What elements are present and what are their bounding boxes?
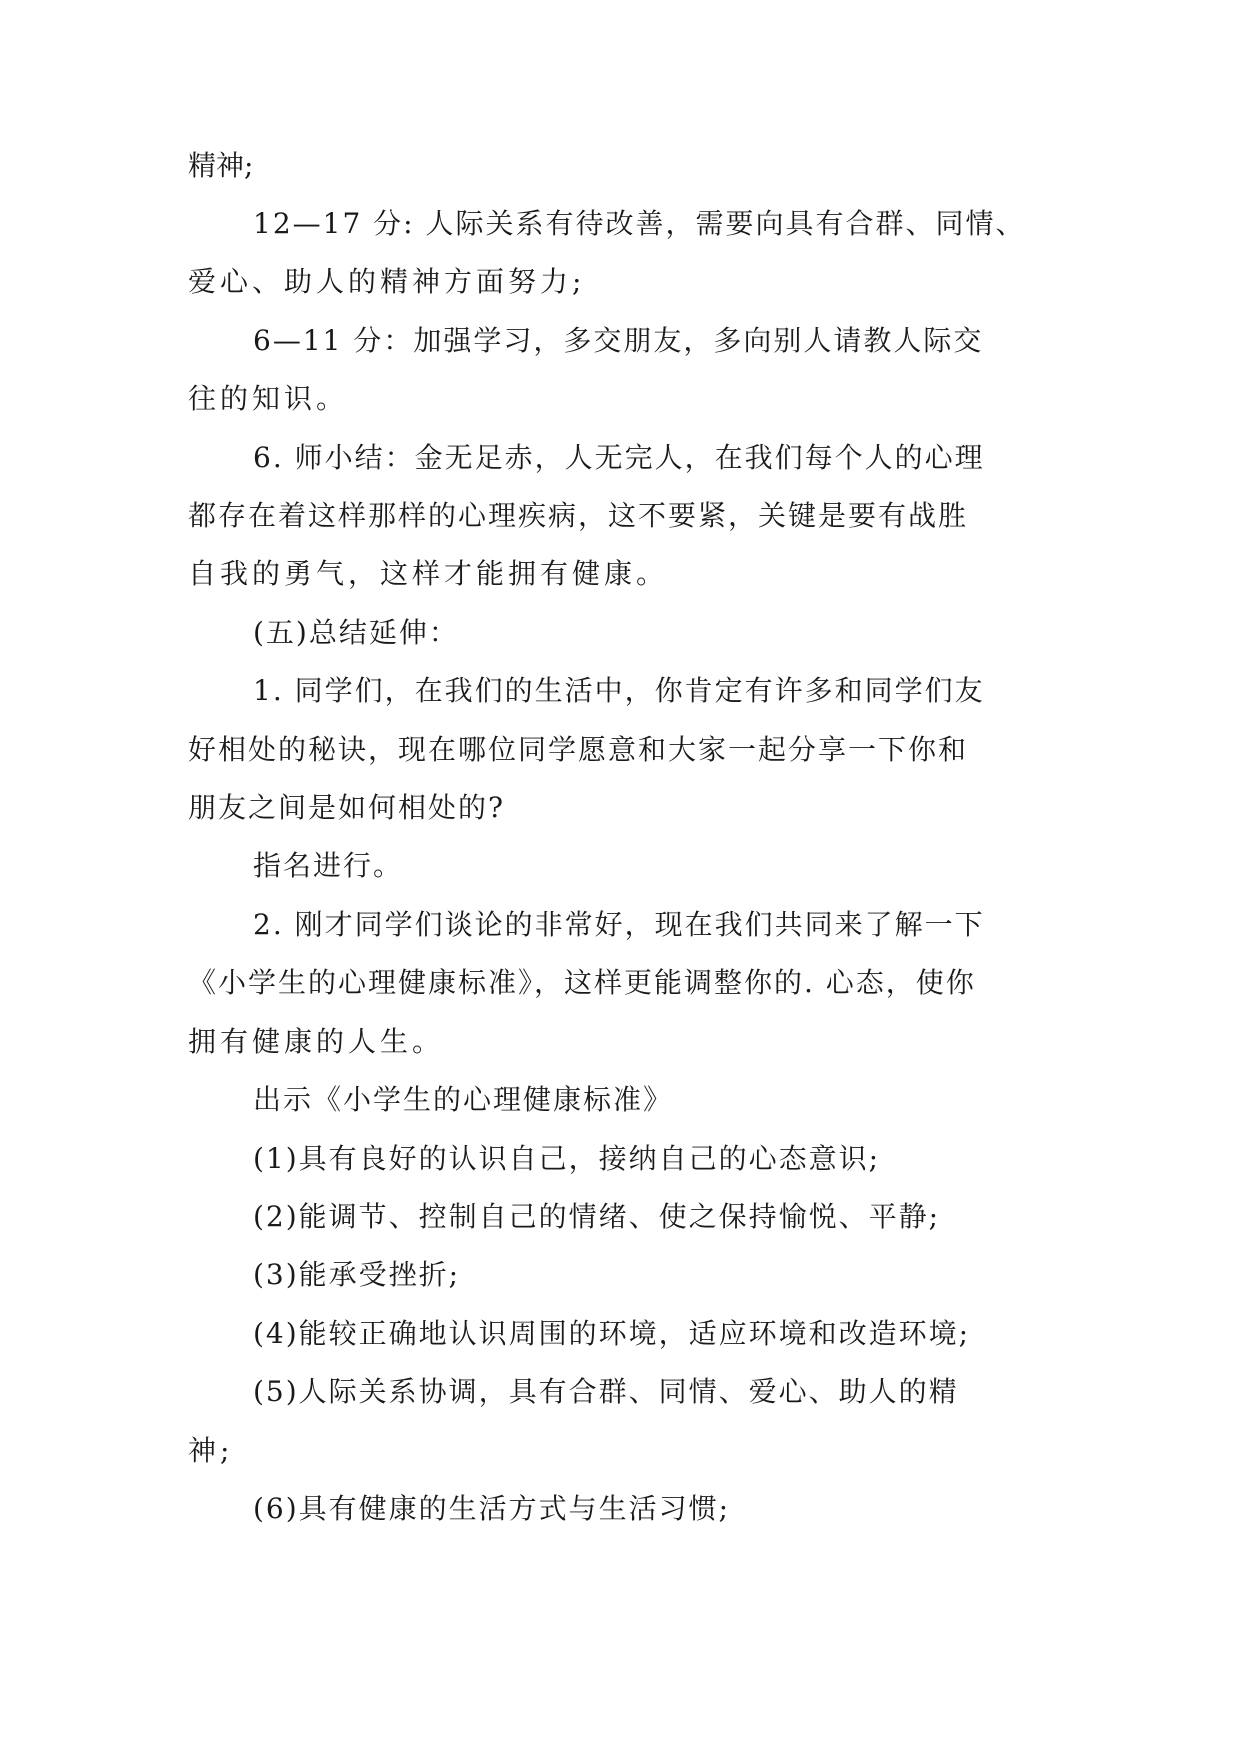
text-line: 拥有健康的人生。	[188, 1025, 445, 1058]
text-line: 爱心、助人的精神方面努力;	[188, 265, 586, 298]
list-item: (3)能承受挫折;	[253, 1258, 461, 1291]
text-line: 1. 同学们，在我们的生活中，你肯定有许多和同学们友	[253, 674, 985, 707]
text-line: 往的知识。	[188, 382, 349, 415]
list-item: (1)具有良好的认识自己，接纳自己的心态意识;	[253, 1142, 881, 1175]
list-item: (5)人际关系协调，具有合群、同情、爱心、助人的精	[253, 1375, 959, 1408]
text-line: 出示《小学生的心理健康标准》	[253, 1083, 674, 1116]
text-line: 好相处的秘诀，现在哪位同学愿意和大家一起分享一下你和	[188, 733, 969, 766]
text-line: 朋友之间是如何相处的?	[188, 791, 506, 824]
text-line: 神;	[188, 1434, 234, 1467]
text-line: 指名进行。	[253, 849, 404, 882]
text-line: 《小学生的心理健康标准》，这样更能调整你的. 心态，使你	[188, 966, 976, 999]
text-line: 6—11 分：加强学习，多交朋友，多向别人请教人际交	[253, 324, 984, 357]
text-line: 12—17 分: 人际关系有待改善，需要向具有合群、同情、	[253, 207, 1026, 240]
text-line: 6. 师小结：金无足赤，人无完人，在我们每个人的心理	[253, 441, 985, 474]
text-line: 精神;	[188, 149, 254, 182]
list-item: (6)具有健康的生活方式与生活习惯;	[253, 1492, 731, 1525]
section-heading: (五)总结延伸：	[253, 616, 459, 649]
text-line: 都存在着这样那样的心理疾病，这不要紧，关键是要有战胜	[188, 499, 969, 532]
text-line: 2. 刚才同学们谈论的非常好，现在我们共同来了解一下	[253, 908, 985, 941]
list-item: (2)能调节、控制自己的情绪、使之保持愉悦、平静;	[253, 1200, 941, 1233]
list-item: (4)能较正确地认识周围的环境，适应环境和改造环境;	[253, 1317, 971, 1350]
text-line: 自我的勇气，这样才能拥有健康。	[188, 557, 669, 590]
